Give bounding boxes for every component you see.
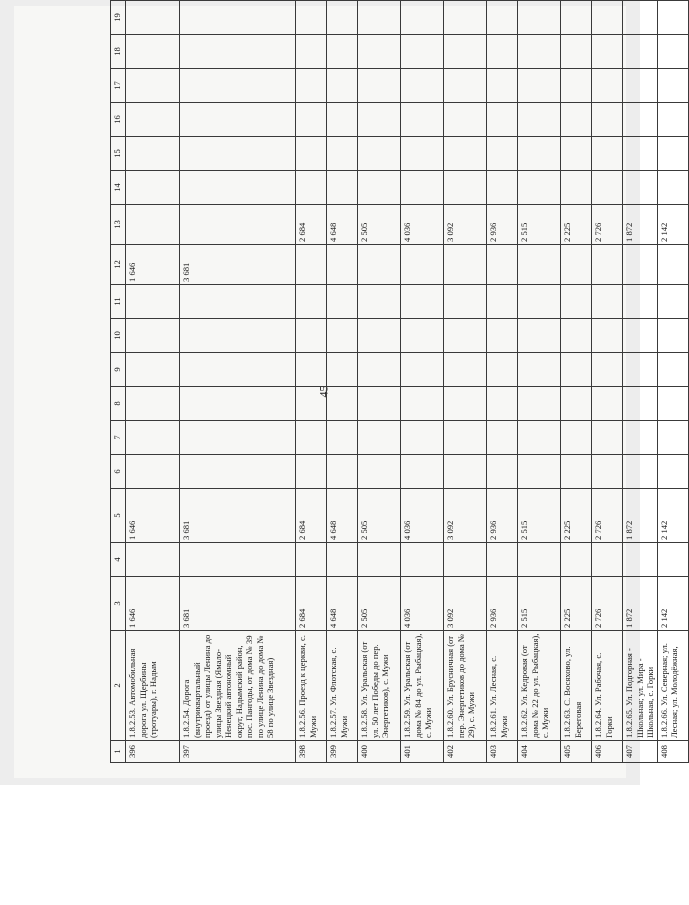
empty-cell (126, 285, 180, 319)
object-name-cell: 1.8.2.66. Ул. Северная; ул. Лесная; ул. Молодёжная, (657, 631, 688, 741)
empty-cell (487, 1, 518, 35)
table-row (592, 1, 623, 763)
empty-cell (180, 455, 296, 489)
empty-cell (561, 137, 592, 171)
table-row (561, 1, 592, 763)
column-12-cell (657, 245, 688, 285)
column-12-cell (487, 245, 518, 285)
empty-cell (401, 69, 444, 103)
empty-cell (657, 35, 688, 69)
object-name-cell: 1.8.2.60. Ул. Брусничная (от пер. Энергетиков до дома № 29), с. Мужи (444, 631, 487, 741)
table-row (657, 1, 688, 763)
empty-cell (296, 455, 327, 489)
empty-cell (487, 543, 518, 577)
empty-cell (518, 455, 561, 489)
empty-cell (296, 137, 327, 171)
object-name-cell: 1.8.2.54. Дорога (внутриквартальный проезд) от улицы Ленина до улицы Звездная (Ямало-Ненецкий автономный округ, Надымский район, пос. Пангоды, от дома № 39 по улице Ленина до дома № 58 по улице Звездная) (180, 631, 296, 741)
empty-cell (592, 35, 623, 69)
column-header-4: 4 (111, 543, 126, 577)
empty-cell (401, 353, 444, 387)
column-header-8: 8 (111, 387, 126, 421)
column-header-18: 18 (111, 35, 126, 69)
total-cell: 2 684 (296, 577, 327, 631)
empty-cell (126, 319, 180, 353)
empty-cell (401, 103, 444, 137)
empty-cell (327, 319, 358, 353)
column-13-cell: 2 936 (487, 205, 518, 245)
empty-cell (401, 1, 444, 35)
row-number-cell: 406 (592, 741, 623, 763)
empty-cell (561, 35, 592, 69)
empty-cell (444, 319, 487, 353)
table-row (444, 1, 487, 763)
empty-cell (657, 353, 688, 387)
empty-cell (444, 137, 487, 171)
column-5-cell: 4 036 (401, 489, 444, 543)
empty-cell (592, 103, 623, 137)
empty-cell (487, 137, 518, 171)
empty-cell (358, 319, 401, 353)
empty-cell (126, 35, 180, 69)
total-cell: 4 648 (327, 577, 358, 631)
total-cell: 2 505 (358, 577, 401, 631)
empty-cell (180, 387, 296, 421)
empty-cell (180, 137, 296, 171)
empty-cell (401, 319, 444, 353)
empty-cell (561, 543, 592, 577)
empty-cell (358, 69, 401, 103)
empty-cell (358, 1, 401, 35)
total-cell: 3 092 (444, 577, 487, 631)
empty-cell (561, 1, 592, 35)
empty-cell (444, 421, 487, 455)
empty-cell (358, 353, 401, 387)
table-row (487, 1, 518, 763)
empty-cell (296, 69, 327, 103)
column-header-6: 6 (111, 455, 126, 489)
total-cell: 2 225 (561, 577, 592, 631)
row-number-cell: 408 (657, 741, 688, 763)
empty-cell (518, 103, 561, 137)
column-header-7: 7 (111, 421, 126, 455)
row-number-cell: 400 (358, 741, 401, 763)
object-name-cell: 1.8.2.62. Ул. Кедровая (от дома № 22 до ул. Рыбацкая), с. Мужи (518, 631, 561, 741)
column-12-cell (561, 245, 592, 285)
empty-cell (518, 69, 561, 103)
object-name-cell: 1.8.2.57. Ул. Флотская, с. Мужи (327, 631, 358, 741)
column-header-1: 1 (111, 741, 126, 763)
empty-cell (487, 319, 518, 353)
column-header-12: 12 (111, 245, 126, 285)
column-12-cell: 3 681 (180, 245, 296, 285)
empty-cell (401, 455, 444, 489)
empty-cell (296, 353, 327, 387)
empty-cell (401, 387, 444, 421)
empty-cell (592, 543, 623, 577)
empty-cell (296, 387, 327, 421)
column-12-cell (401, 245, 444, 285)
column-12-cell (444, 245, 487, 285)
object-name-cell: 1.8.2.53. Автомобильная дорога ул. Щербины (тротуары), г. Надым (126, 631, 180, 741)
empty-cell (296, 103, 327, 137)
empty-cell (561, 421, 592, 455)
empty-cell (358, 103, 401, 137)
total-cell: 1 646 (126, 577, 180, 631)
empty-cell (296, 1, 327, 35)
column-5-cell: 2 225 (561, 489, 592, 543)
column-13-cell: 4 648 (327, 205, 358, 245)
empty-cell (327, 543, 358, 577)
column-header-16: 16 (111, 103, 126, 137)
empty-cell (180, 543, 296, 577)
column-13-cell: 2 505 (358, 205, 401, 245)
column-5-cell: 1 872 (623, 489, 658, 543)
empty-cell (487, 69, 518, 103)
column-5-cell: 2 726 (592, 489, 623, 543)
empty-cell (518, 137, 561, 171)
empty-cell (487, 421, 518, 455)
column-13-cell (126, 205, 180, 245)
empty-cell (518, 421, 561, 455)
table-row (358, 1, 401, 763)
object-name-cell: 1.8.2.64. Ул. Рабочая, с. Горки (592, 631, 623, 741)
column-header-15: 15 (111, 137, 126, 171)
empty-cell (327, 455, 358, 489)
empty-cell (657, 455, 688, 489)
empty-cell (657, 171, 688, 205)
empty-cell (561, 319, 592, 353)
empty-cell (444, 1, 487, 35)
total-cell: 2 726 (592, 577, 623, 631)
empty-cell (296, 543, 327, 577)
column-12-cell (327, 245, 358, 285)
total-cell: 2 142 (657, 577, 688, 631)
column-12-cell (358, 245, 401, 285)
column-13-cell: 4 036 (401, 205, 444, 245)
empty-cell (487, 171, 518, 205)
empty-cell (487, 103, 518, 137)
empty-cell (180, 103, 296, 137)
total-cell: 4 036 (401, 577, 444, 631)
column-5-cell: 2 684 (296, 489, 327, 543)
empty-cell (592, 387, 623, 421)
column-header-2: 2 (111, 631, 126, 741)
table-row (518, 1, 561, 763)
empty-cell (561, 103, 592, 137)
empty-cell (126, 171, 180, 205)
empty-cell (180, 171, 296, 205)
empty-cell (358, 543, 401, 577)
column-5-cell: 2 505 (358, 489, 401, 543)
empty-cell (592, 1, 623, 35)
empty-cell (592, 137, 623, 171)
empty-cell (327, 35, 358, 69)
row-number-cell: 402 (444, 741, 487, 763)
column-13-cell: 2 726 (592, 205, 623, 245)
column-header-14: 14 (111, 171, 126, 205)
empty-cell (518, 171, 561, 205)
table-row (623, 1, 658, 763)
empty-cell (327, 1, 358, 35)
empty-cell (623, 171, 658, 205)
table-row (401, 1, 444, 763)
empty-cell (592, 421, 623, 455)
empty-cell (518, 35, 561, 69)
empty-cell (623, 1, 658, 35)
empty-cell (296, 35, 327, 69)
empty-cell (358, 137, 401, 171)
empty-cell (592, 455, 623, 489)
empty-cell (180, 285, 296, 319)
empty-cell (487, 353, 518, 387)
empty-cell (657, 103, 688, 137)
table-body (126, 1, 689, 763)
empty-cell (487, 35, 518, 69)
empty-cell (518, 387, 561, 421)
empty-cell (444, 543, 487, 577)
column-header-17: 17 (111, 69, 126, 103)
empty-cell (126, 137, 180, 171)
empty-cell (657, 421, 688, 455)
column-13-cell (180, 205, 296, 245)
empty-cell (623, 35, 658, 69)
empty-cell (657, 69, 688, 103)
empty-cell (126, 455, 180, 489)
row-number-cell: 404 (518, 741, 561, 763)
object-name-cell: 1.8.2.58. Ул. Уральская (от ул. 50 лет Победы до пер. Энергетиков), с. Мужи (358, 631, 401, 741)
empty-cell (296, 285, 327, 319)
empty-cell (561, 171, 592, 205)
total-cell: 2 936 (487, 577, 518, 631)
empty-cell (296, 319, 327, 353)
empty-cell (327, 171, 358, 205)
table-row (180, 1, 296, 763)
empty-cell (444, 353, 487, 387)
empty-cell (444, 387, 487, 421)
empty-cell (126, 387, 180, 421)
empty-cell (401, 35, 444, 69)
empty-cell (126, 421, 180, 455)
empty-cell (561, 455, 592, 489)
empty-cell (126, 1, 180, 35)
empty-cell (358, 35, 401, 69)
empty-cell (444, 69, 487, 103)
column-header-19: 19 (111, 1, 126, 35)
page-number: 45 (316, 385, 331, 398)
empty-cell (327, 69, 358, 103)
row-number-cell: 407 (623, 741, 658, 763)
total-cell: 1 872 (623, 577, 658, 631)
empty-cell (444, 103, 487, 137)
row-number-cell: 399 (327, 741, 358, 763)
empty-cell (296, 171, 327, 205)
column-13-cell: 2 684 (296, 205, 327, 245)
row-number-cell: 405 (561, 741, 592, 763)
column-header-3: 3 (111, 577, 126, 631)
object-name-cell: 1.8.2.59. Ул. Уральская (от дома № 84 до ул. Рыбацкая), с. Мужи (401, 631, 444, 741)
empty-cell (487, 285, 518, 319)
empty-cell (180, 421, 296, 455)
total-cell: 3 681 (180, 577, 296, 631)
empty-cell (592, 319, 623, 353)
empty-cell (592, 353, 623, 387)
column-5-cell: 3 092 (444, 489, 487, 543)
column-12-cell (296, 245, 327, 285)
empty-cell (657, 543, 688, 577)
column-13-cell: 2 142 (657, 205, 688, 245)
column-13-cell: 2 225 (561, 205, 592, 245)
empty-cell (401, 171, 444, 205)
empty-cell (126, 103, 180, 137)
empty-cell (358, 285, 401, 319)
empty-cell (487, 455, 518, 489)
empty-cell (180, 1, 296, 35)
empty-cell (327, 387, 358, 421)
column-12-cell: 1 646 (126, 245, 180, 285)
object-name-cell: 1.8.2.56. Проезд к церкви, с. Мужи (296, 631, 327, 741)
empty-cell (657, 285, 688, 319)
empty-cell (358, 455, 401, 489)
empty-cell (592, 171, 623, 205)
empty-cell (327, 353, 358, 387)
empty-cell (327, 137, 358, 171)
empty-cell (592, 69, 623, 103)
empty-cell (561, 387, 592, 421)
empty-cell (444, 285, 487, 319)
total-cell: 2 515 (518, 577, 561, 631)
row-number-cell: 397 (180, 741, 296, 763)
empty-cell (623, 285, 658, 319)
empty-cell (401, 137, 444, 171)
row-number-cell: 401 (401, 741, 444, 763)
empty-cell (444, 35, 487, 69)
column-13-cell: 2 515 (518, 205, 561, 245)
column-header-9: 9 (111, 353, 126, 387)
object-name-cell: 1.8.2.63. С. Восяхово, ул. Береговая (561, 631, 592, 741)
row-number-cell: 398 (296, 741, 327, 763)
empty-cell (327, 421, 358, 455)
column-header-13: 13 (111, 205, 126, 245)
row-number-cell: 396 (126, 741, 180, 763)
column-5-cell: 4 648 (327, 489, 358, 543)
column-5-cell: 2 142 (657, 489, 688, 543)
empty-cell (518, 543, 561, 577)
empty-cell (518, 353, 561, 387)
header-row (111, 1, 126, 763)
empty-cell (401, 285, 444, 319)
empty-cell (180, 69, 296, 103)
empty-cell (401, 421, 444, 455)
empty-cell (623, 69, 658, 103)
object-name-cell: 1.8.2.65. Ул. Подгорная - Школьная; ул. Мира - Школьная, с. Горки (623, 631, 658, 741)
empty-cell (623, 455, 658, 489)
empty-cell (623, 137, 658, 171)
empty-cell (561, 353, 592, 387)
column-5-cell: 2 936 (487, 489, 518, 543)
column-13-cell: 1 872 (623, 205, 658, 245)
empty-cell (623, 103, 658, 137)
empty-cell (444, 455, 487, 489)
empty-cell (657, 387, 688, 421)
empty-cell (623, 387, 658, 421)
empty-cell (180, 319, 296, 353)
empty-cell (126, 353, 180, 387)
empty-cell (180, 35, 296, 69)
empty-cell (358, 171, 401, 205)
column-12-cell (518, 245, 561, 285)
empty-cell (487, 387, 518, 421)
empty-cell (401, 543, 444, 577)
column-5-cell: 2 515 (518, 489, 561, 543)
column-header-10: 10 (111, 319, 126, 353)
empty-cell (561, 69, 592, 103)
empty-cell (358, 387, 401, 421)
empty-cell (518, 1, 561, 35)
table-row (327, 1, 358, 763)
table-row (296, 1, 327, 763)
empty-cell (180, 353, 296, 387)
empty-cell (657, 319, 688, 353)
empty-cell (623, 421, 658, 455)
empty-cell (561, 285, 592, 319)
column-12-cell (623, 245, 658, 285)
rotated-table-container (110, 13, 679, 763)
empty-cell (592, 285, 623, 319)
empty-cell (126, 543, 180, 577)
object-name-cell: 1.8.2.61. Ул. Лесная, с. Мужи (487, 631, 518, 741)
column-5-cell: 3 681 (180, 489, 296, 543)
empty-cell (623, 353, 658, 387)
row-number-cell: 403 (487, 741, 518, 763)
empty-cell (358, 421, 401, 455)
column-13-cell: 3 092 (444, 205, 487, 245)
empty-cell (518, 285, 561, 319)
empty-cell (657, 137, 688, 171)
empty-cell (623, 319, 658, 353)
column-5-cell: 1 646 (126, 489, 180, 543)
column-header-5: 5 (111, 489, 126, 543)
empty-cell (327, 103, 358, 137)
empty-cell (657, 1, 688, 35)
empty-cell (126, 69, 180, 103)
column-header-11: 11 (111, 285, 126, 319)
empty-cell (296, 421, 327, 455)
empty-cell (518, 319, 561, 353)
budget-table (110, 0, 689, 763)
empty-cell (444, 171, 487, 205)
table-row (126, 1, 180, 763)
column-12-cell (592, 245, 623, 285)
empty-cell (623, 543, 658, 577)
empty-cell (327, 285, 358, 319)
